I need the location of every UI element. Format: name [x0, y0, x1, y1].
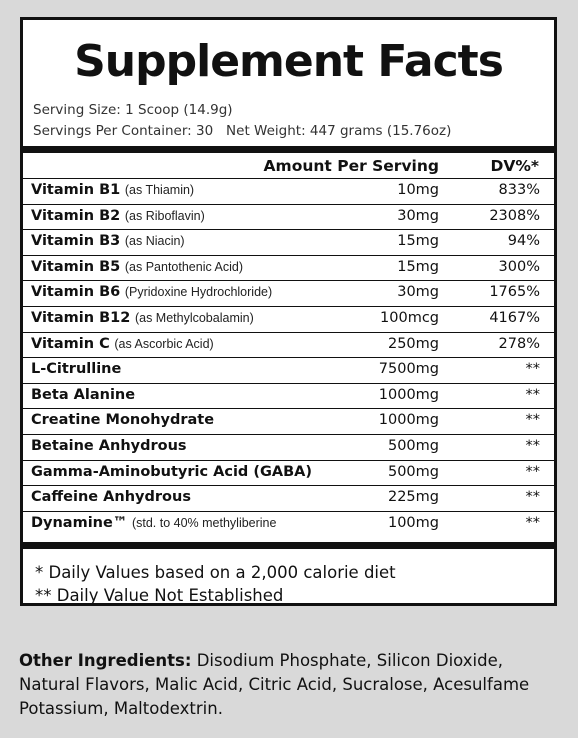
- nutrient-name: [31, 361, 121, 377]
- nutrient-dv: **: [525, 412, 540, 429]
- nutrient-name: [31, 464, 312, 480]
- table-row: [23, 204, 554, 230]
- nutrient-source: (as Ascorbic Acid): [114, 336, 214, 351]
- table-row: [23, 332, 554, 358]
- other-ingredients-text: Disodium Phosphate, Silicon Dioxide, Natural Flavors, Malic Acid, Citric Acid, Sucralose, Acesulfame Potassium, Maltodextrin.: [19, 651, 530, 718]
- nutrient-label: Vitamin B6: [31, 284, 121, 301]
- nutrient-amount: 100mg: [387, 514, 439, 531]
- nutrient-label: Betaine Anhydrous: [31, 437, 187, 454]
- nutrient-label: L-Citrulline: [31, 361, 122, 378]
- nutrient-label: Vitamin B2: [31, 207, 121, 224]
- nutrient-source: (as Thiamin): [124, 183, 195, 197]
- table-row: [23, 485, 554, 511]
- table-row: [23, 434, 554, 460]
- nutrient-dv: **: [525, 386, 540, 403]
- nutrient-amount: 10mg: [397, 182, 439, 198]
- nutrient-dv: **: [525, 437, 540, 454]
- other-ingredients-label: Other Ingredients:: [19, 651, 192, 670]
- nutrient-dv: **: [525, 489, 540, 506]
- nutrient-source: (as Riboflavin): [124, 208, 205, 223]
- nutrient-label: Caffeine Anhydrous: [31, 489, 191, 506]
- nutrient-name: [31, 208, 205, 224]
- header-dv: DV%*: [490, 157, 539, 175]
- nutrient-label: Creatine Monohydrate: [31, 412, 215, 429]
- nutrient-name: [31, 489, 191, 505]
- table-header: [23, 153, 554, 178]
- nutrient-source: (as Methylcobalamin): [134, 310, 254, 325]
- nutrient-amount: 250mg: [387, 335, 439, 352]
- table-row: [23, 408, 554, 434]
- nutrient-source: (as Pantothenic Acid): [124, 259, 243, 274]
- nutrient-source: (Pyridoxine Hydrochloride): [124, 285, 273, 300]
- nutrient-amount: 225mg: [387, 489, 439, 506]
- nutrient-name: [31, 310, 254, 326]
- divider-bottom: [23, 542, 554, 549]
- nutrient-amount: 15mg: [397, 233, 439, 250]
- nutrient-amount: 500mg: [387, 463, 439, 480]
- nutrient-source: (std. to 40% methyliberine: [131, 515, 277, 530]
- nutrient-dv: 300%: [498, 258, 540, 275]
- nutrient-name: [31, 259, 243, 275]
- nutrient-label: Vitamin B3: [31, 233, 121, 250]
- nutrient-name: [31, 182, 194, 198]
- table-row: [23, 306, 554, 332]
- nutrient-label: Vitamin C: [31, 335, 110, 352]
- nutrient-dv: **: [525, 514, 540, 531]
- table-row: [23, 511, 554, 537]
- nutrient-amount: 15mg: [397, 258, 439, 275]
- nutrient-label: Vitamin B12: [31, 309, 131, 326]
- nutrient-name: [31, 412, 214, 428]
- nutrient-label: Beta Alanine: [31, 386, 136, 403]
- table-row: [23, 178, 554, 204]
- nutrient-dv: 4167%: [489, 309, 540, 326]
- nutrient-label: Vitamin B1: [31, 182, 121, 198]
- nutrient-dv: **: [525, 463, 540, 480]
- nutrient-amount: 7500mg: [378, 361, 439, 378]
- nutrient-name: [31, 336, 214, 352]
- supplement-facts-panel: [20, 17, 557, 606]
- nutrient-name: [31, 284, 272, 300]
- table-row: [23, 383, 554, 409]
- nutrient-amount: 30mg: [397, 284, 439, 301]
- nutrient-amount: 1000mg: [378, 412, 439, 429]
- nutrient-amount: 500mg: [387, 437, 439, 454]
- table-row: [23, 357, 554, 383]
- nutrient-name: [31, 233, 185, 249]
- nutrient-amount: 30mg: [397, 207, 439, 224]
- divider-top: [23, 146, 554, 153]
- other-ingredients: [19, 649, 559, 721]
- nutrient-dv: 1765%: [489, 284, 540, 301]
- nutrient-amount: 100mcg: [380, 309, 439, 326]
- serving-info: [33, 100, 451, 142]
- footnote-dv: * Daily Values based on a 2,000 calorie diet: [35, 563, 396, 582]
- serving-size: Serving Size: 1 Scoop (14.9g): [33, 102, 233, 118]
- table-row: [23, 280, 554, 306]
- nutrient-dv: 833%: [498, 182, 540, 198]
- nutrient-label: Gamma-Aminobutyric Acid (GABA): [31, 463, 313, 480]
- nutrient-dv: 2308%: [489, 207, 540, 224]
- nutrient-name: [31, 515, 276, 531]
- nutrient-amount: 1000mg: [378, 386, 439, 403]
- nutrient-dv: 94%: [507, 233, 540, 250]
- nutrient-name: [31, 438, 187, 454]
- servings-per-container: Servings Per Container: 30 Net Weight: 447 grams (15.76oz): [33, 123, 452, 139]
- footnote-not-established: ** Daily Value Not Established: [35, 586, 284, 605]
- nutrient-name: [31, 387, 135, 403]
- nutrient-label: Vitamin B5: [31, 258, 121, 275]
- nutrient-source: (as Niacin): [124, 234, 185, 249]
- nutrient-dv: 278%: [498, 335, 540, 352]
- nutrient-label: Dynamine™: [31, 514, 128, 531]
- table-row: [23, 229, 554, 255]
- table-row: [23, 255, 554, 281]
- header-amount: Amount Per Serving: [263, 157, 439, 175]
- table-row: [23, 460, 554, 486]
- panel-title: Supplement Facts: [74, 36, 503, 87]
- footnotes: [35, 561, 396, 607]
- nutrient-dv: **: [525, 361, 540, 378]
- nutrient-table: [23, 178, 554, 536]
